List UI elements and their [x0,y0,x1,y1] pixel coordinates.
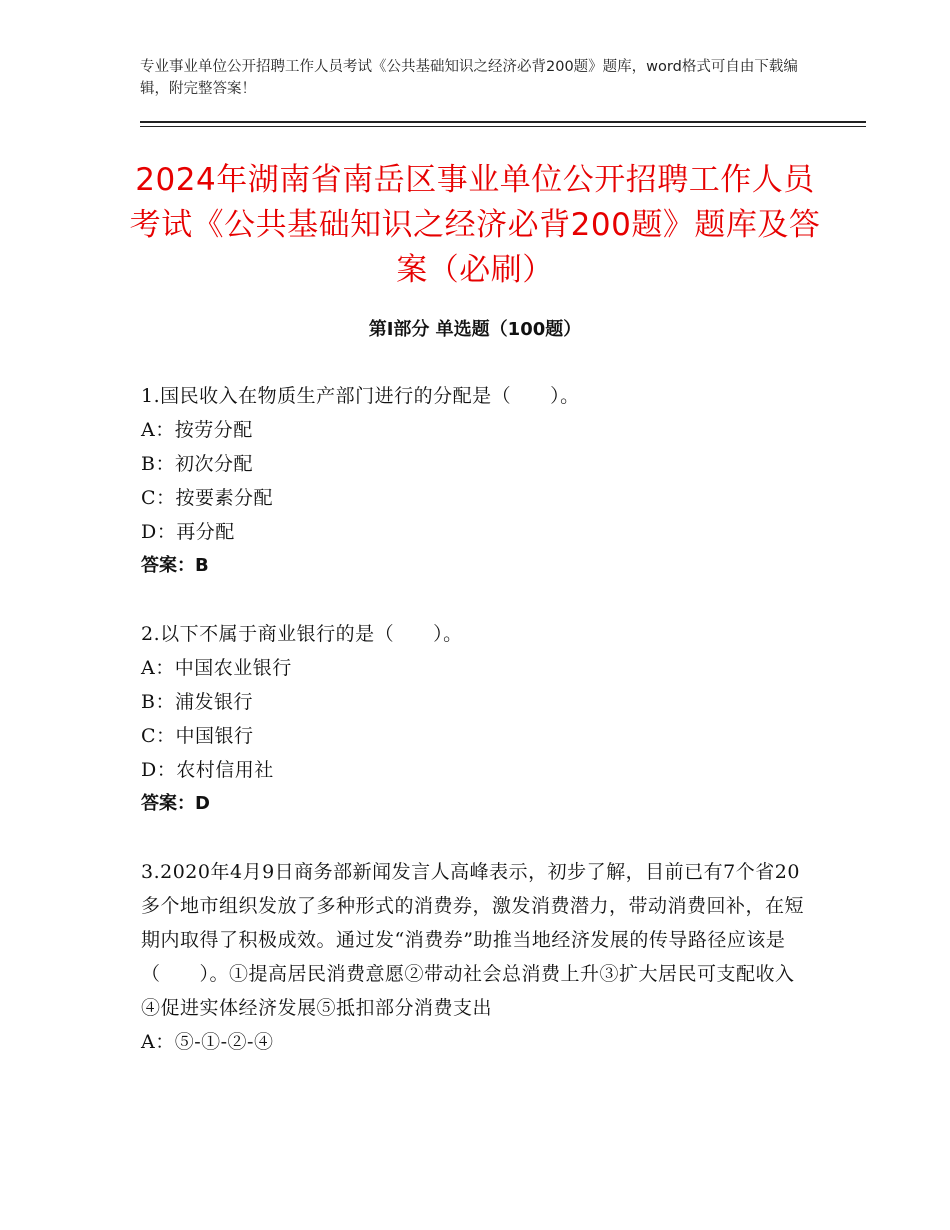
question-3 [141,855,811,1059]
option-a: A：按劳分配 [141,419,253,441]
option-a: A：中国农业银行 [141,657,292,679]
question-2 [141,617,811,821]
question-stem: 2.以下不属于商业银行的是（ ）。 [141,623,463,645]
question-1 [141,379,811,583]
question-stem: 3.2020年4月9日商务部新闻发言人高峰表示，初步了解，目前已有7个省20多个地市组织发放了多种形式的消费券，激发消费潜力，带动消费回补，在短期内取得了积极成效。通过发“消费券”助推当地经济发展的传导路径应该是（ ）。①提高居民消费意愿②带动社会总消费上升③扩大居民可支配收入④促进实体经济发展⑤抵扣部分消费支出 [141,861,805,1019]
header-note: 专业事业单位公开招聘工作人员考试《公共基础知识之经济必背200题》题库，word格式可自由下载编辑，附完整答案！ [140,59,798,97]
question-stem: 1.国民收入在物质生产部门进行的分配是（ ）。 [141,385,580,407]
option-a: A：⑤-①-②-④ [141,1031,274,1053]
option-d: D：农村信用社 [141,759,274,781]
option-b: B：初次分配 [141,453,253,475]
header-rule-thick [140,121,866,123]
option-c: C：中国银行 [141,725,254,747]
answer: 答案：D [141,793,210,814]
header-rule-thin [140,126,866,127]
option-d: D：再分配 [141,521,235,543]
option-c: C：按要素分配 [141,487,274,509]
answer: 答案：B [141,555,209,576]
section-heading: 第Ⅰ部分 单选题（100题） [368,319,582,340]
document-title: 2024年湖南省南岳区事业单位公开招聘工作人员考试《公共基础知识之经济必背200题》题库及答案（必刷） [129,162,821,288]
option-b: B：浦发银行 [141,691,253,713]
